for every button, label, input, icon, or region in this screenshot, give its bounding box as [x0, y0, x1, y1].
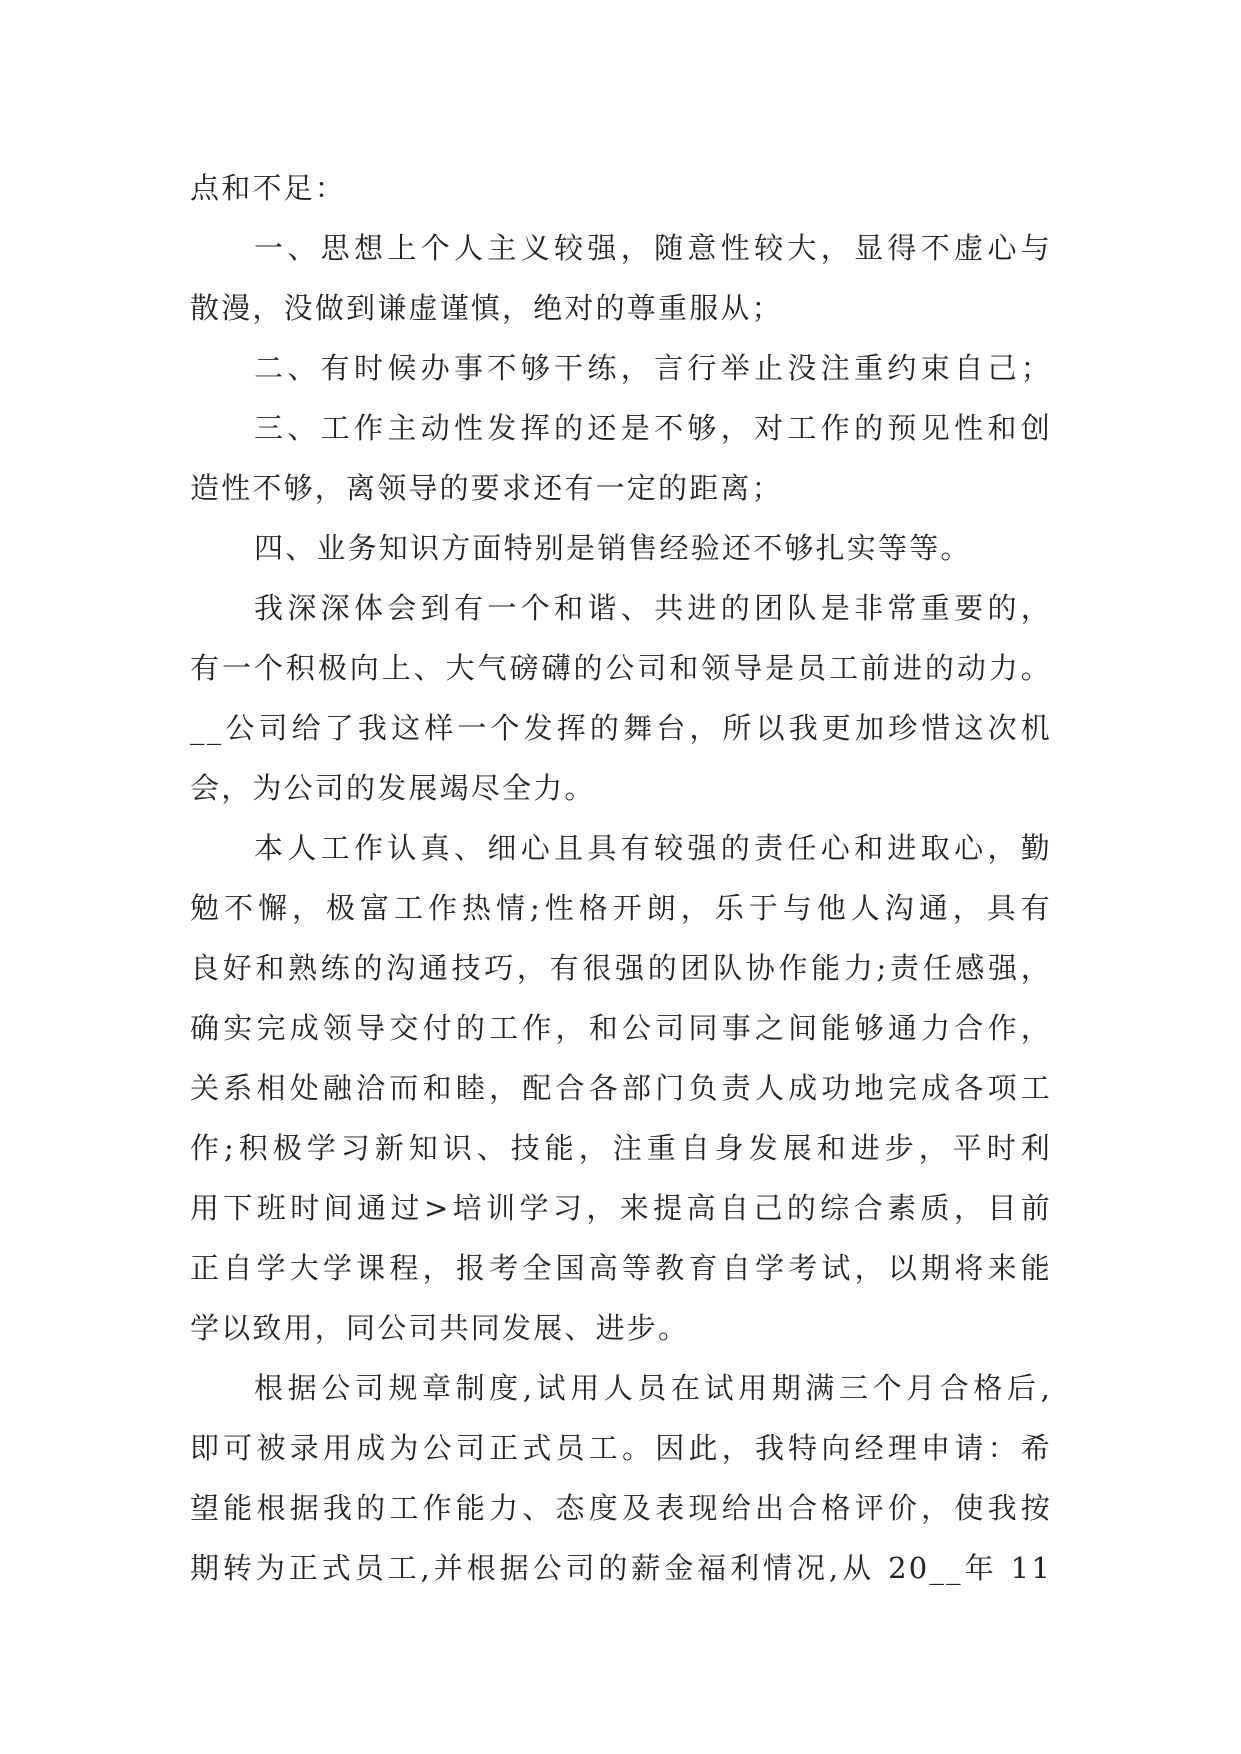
text-line: 我深深体会到有一个和谐、共进的团队是非常重要的， — [254, 591, 1052, 625]
text-line: 作;积极学习新知识、技能，注重自身发展和进步，平时利 — [190, 1131, 1052, 1165]
text-line: 二、有时候办事不够干练，言行举止没注重约束自己； — [254, 351, 1052, 385]
text-line: 会，为公司的发展竭尽全力。 — [190, 771, 596, 805]
document-body — [190, 158, 1052, 1598]
text-line: 四、业务知识方面特别是销售经验还不够扎实等等。 — [254, 531, 972, 565]
text-line: 学以致用，同公司共同发展、进步。 — [190, 1311, 690, 1345]
text-line: 良好和熟练的沟通技巧，有很强的团队协作能力;责任感强， — [190, 951, 1052, 985]
text-line: 即可被录用成为公司正式员工。因此，我特向经理申请：希 — [190, 1431, 1052, 1465]
text-line: 勉不懈，极富工作热情;性格开朗，乐于与他人沟通，具有 — [190, 891, 1052, 925]
text-line: 三、工作主动性发挥的还是不够，对工作的预见性和创 — [254, 411, 1052, 445]
text-line: __公司给了我这样一个发挥的舞台，所以我更加珍惜这次机 — [190, 711, 1052, 745]
text-line: 望能根据我的工作能力、态度及表现给出合格评价，使我按 — [190, 1491, 1052, 1525]
text-line: 确实完成领导交付的工作，和公司同事之间能够通力合作， — [190, 1011, 1052, 1045]
text-line: 用下班时间通过>培训学习，来提高自己的综合素质，目前 — [190, 1191, 1052, 1225]
text-line: 点和不足： — [190, 171, 347, 205]
text-line: 本人工作认真、细心且具有较强的责任心和进取心，勤 — [254, 831, 1052, 865]
text-line: 散漫，没做到谦虚谨慎，绝对的尊重服从； — [190, 291, 783, 325]
text-line: 正自学大学课程，报考全国高等教育自学考试，以期将来能 — [190, 1251, 1052, 1285]
text-line: 关系相处融洽而和睦，配合各部门负责人成功地完成各项工 — [190, 1071, 1052, 1105]
text-line: 一、思想上个人主义较强，随意性较大，显得不虚心与 — [254, 231, 1052, 265]
text-line: 有一个积极向上、大气磅礴的公司和领导是员工前进的动力。 — [190, 651, 1052, 685]
text-line: 根据公司规章制度,试用人员在试用期满三个月合格后, — [254, 1371, 1052, 1405]
text-line: 造性不够，离领导的要求还有一定的距离； — [190, 471, 783, 505]
text-line: 期转为正式员工,并根据公司的薪金福利情况,从 20__年 11 — [190, 1551, 1052, 1585]
